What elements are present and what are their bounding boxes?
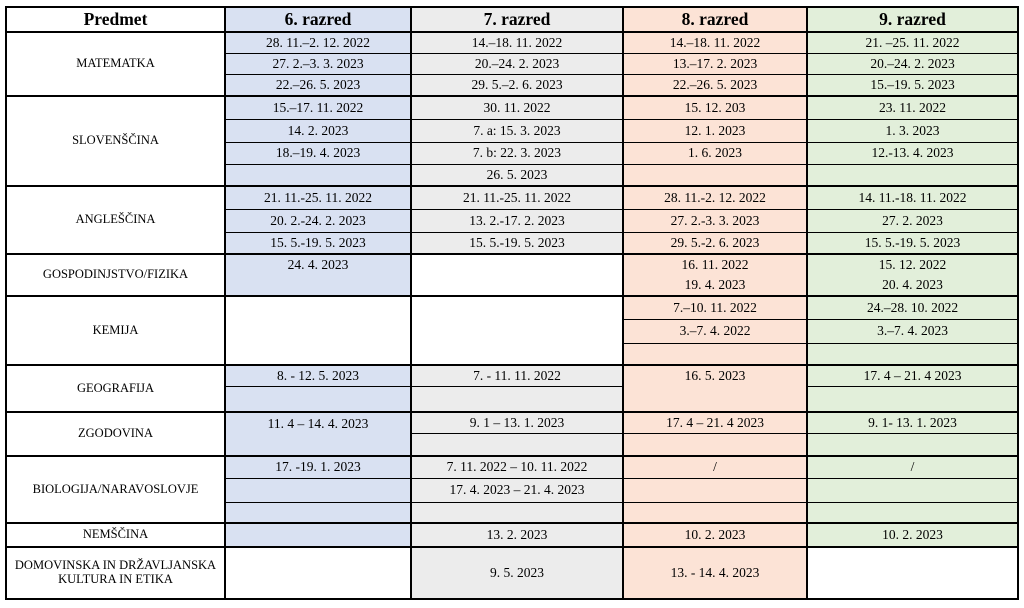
date-cell: 9. 1- 13. 1. 2023 bbox=[807, 412, 1018, 434]
date-cell: 9. 1 – 13. 1. 2023 bbox=[411, 412, 623, 434]
empty-cell bbox=[225, 165, 411, 186]
empty-cell bbox=[807, 547, 1018, 599]
empty-cell bbox=[225, 523, 411, 547]
date-cell: 3.–7. 4. 2022 bbox=[623, 320, 807, 344]
empty-cell bbox=[225, 503, 411, 523]
date-cell: 19. 4. 2023 bbox=[623, 276, 807, 296]
header-grade-8: 8. razred bbox=[623, 7, 807, 32]
empty-cell bbox=[411, 386, 623, 411]
date-cell: 1. 6. 2023 bbox=[623, 143, 807, 165]
date-cell: 13. - 14. 4. 2023 bbox=[623, 547, 807, 599]
date-cell: 29. 5.-2. 6. 2023 bbox=[623, 233, 807, 254]
empty-cell bbox=[225, 478, 411, 502]
empty-cell bbox=[623, 165, 807, 186]
header-grade-7: 7. razred bbox=[411, 7, 623, 32]
empty-cell bbox=[411, 503, 623, 523]
date-cell: 15. 5.-19. 5. 2023 bbox=[225, 233, 411, 254]
empty-cell bbox=[411, 434, 623, 456]
date-cell: 8. - 12. 5. 2023 bbox=[225, 365, 411, 386]
date-cell: 17. -19. 1. 2023 bbox=[225, 456, 411, 478]
empty-cell bbox=[807, 386, 1018, 411]
date-cell: 12. 1. 2023 bbox=[623, 119, 807, 142]
date-cell: 27. 2.-3. 3. 2023 bbox=[623, 209, 807, 232]
date-cell: 15. 5.-19. 5. 2023 bbox=[411, 233, 623, 254]
date-cell: 16. 11. 2022 bbox=[623, 254, 807, 276]
empty-cell bbox=[807, 478, 1018, 502]
empty-cell bbox=[225, 386, 411, 411]
date-cell: 14.–18. 11. 2022 bbox=[623, 32, 807, 53]
date-cell: 15. 12. 203 bbox=[623, 96, 807, 119]
subject-kemija: KEMIJA bbox=[6, 296, 225, 365]
empty-cell bbox=[807, 503, 1018, 523]
date-cell: 28. 11.-2. 12. 2022 bbox=[623, 186, 807, 209]
date-cell: 12.-13. 4. 2023 bbox=[807, 143, 1018, 165]
subject-gospodinjstvo-fizika: GOSPODINJSTVO/FIZIKA bbox=[6, 254, 225, 296]
date-cell: / bbox=[807, 456, 1018, 478]
date-cell: 11. 4 – 14. 4. 2023 bbox=[225, 412, 411, 457]
date-cell: 21. 11.-25. 11. 2022 bbox=[225, 186, 411, 209]
date-cell: 24.–28. 10. 2022 bbox=[807, 296, 1018, 319]
empty-cell bbox=[623, 478, 807, 502]
date-cell: 9. 5. 2023 bbox=[411, 547, 623, 599]
date-cell: 7. - 11. 11. 2022 bbox=[411, 365, 623, 386]
header-grade-6: 6. razred bbox=[225, 7, 411, 32]
empty-cell bbox=[623, 434, 807, 456]
date-cell: 17. 4 – 21. 4 2023 bbox=[623, 412, 807, 434]
date-cell: 15. 5.-19. 5. 2023 bbox=[807, 233, 1018, 254]
date-cell: 23. 11. 2022 bbox=[807, 96, 1018, 119]
date-cell: 17. 4 – 21. 4 2023 bbox=[807, 365, 1018, 386]
header-grade-9: 9. razred bbox=[807, 7, 1018, 32]
date-cell: 13.–17. 2. 2023 bbox=[623, 54, 807, 75]
date-cell: 24. 4. 2023 bbox=[225, 254, 411, 296]
empty-cell bbox=[225, 547, 411, 599]
empty-cell bbox=[411, 254, 623, 296]
date-cell: 7.–10. 11. 2022 bbox=[623, 296, 807, 319]
empty-cell bbox=[807, 434, 1018, 456]
date-cell: 7. 11. 2022 – 10. 11. 2022 bbox=[411, 456, 623, 478]
header-subject: Predmet bbox=[6, 7, 225, 32]
subject-zgodovina: ZGODOVINA bbox=[6, 412, 225, 457]
subject-slovenscina: SLOVENŠČINA bbox=[6, 96, 225, 186]
date-cell: 21. 11.-25. 11. 2022 bbox=[411, 186, 623, 209]
date-cell: 27. 2. 2023 bbox=[807, 209, 1018, 232]
subject-nemscina: NEMŠČINA bbox=[6, 523, 225, 547]
date-cell: / bbox=[623, 456, 807, 478]
date-cell: 1. 3. 2023 bbox=[807, 119, 1018, 142]
date-cell: 10. 2. 2023 bbox=[807, 523, 1018, 547]
subject-biologija-naravoslovje: BIOLOGIJA/NARAVOSLOVJE bbox=[6, 456, 225, 523]
date-cell: 28. 11.–2. 12. 2022 bbox=[225, 32, 411, 53]
empty-cell bbox=[807, 165, 1018, 186]
date-cell: 3.–7. 4. 2023 bbox=[807, 320, 1018, 344]
date-cell: 22.–26. 5. 2023 bbox=[225, 75, 411, 96]
empty-cell bbox=[411, 296, 623, 365]
empty-cell bbox=[225, 296, 411, 365]
subject-matematika: MATEMATKA bbox=[6, 32, 225, 96]
empty-cell bbox=[623, 503, 807, 523]
date-cell: 15. 12. 2022 bbox=[807, 254, 1018, 276]
date-cell: 14. 11.-18. 11. 2022 bbox=[807, 186, 1018, 209]
date-cell: 14. 2. 2023 bbox=[225, 119, 411, 142]
date-cell: 20.–24. 2. 2023 bbox=[807, 54, 1018, 75]
subject-geografija: GEOGRAFIJA bbox=[6, 365, 225, 412]
date-cell: 15.–17. 11. 2022 bbox=[225, 96, 411, 119]
date-cell: 7. a: 15. 3. 2023 bbox=[411, 119, 623, 142]
date-cell: 10. 2. 2023 bbox=[623, 523, 807, 547]
date-cell: 29. 5.–2. 6. 2023 bbox=[411, 75, 623, 96]
date-cell: 18.–19. 4. 2023 bbox=[225, 143, 411, 165]
date-cell: 22.–26. 5. 2023 bbox=[623, 75, 807, 96]
date-cell: 7. b: 22. 3. 2023 bbox=[411, 143, 623, 165]
empty-cell bbox=[807, 344, 1018, 365]
date-cell: 20.–24. 2. 2023 bbox=[411, 54, 623, 75]
date-cell: 26. 5. 2023 bbox=[411, 165, 623, 186]
date-cell: 20. 4. 2023 bbox=[807, 276, 1018, 296]
date-cell: 14.–18. 11. 2022 bbox=[411, 32, 623, 53]
exam-schedule-table bbox=[5, 6, 1019, 600]
date-cell: 21. –25. 11. 2022 bbox=[807, 32, 1018, 53]
subject-anglescina: ANGLEŠČINA bbox=[6, 186, 225, 254]
date-cell: 27. 2.–3. 3. 2023 bbox=[225, 54, 411, 75]
date-cell: 30. 11. 2022 bbox=[411, 96, 623, 119]
date-cell: 20. 2.-24. 2. 2023 bbox=[225, 209, 411, 232]
date-cell: 13. 2.-17. 2. 2023 bbox=[411, 209, 623, 232]
date-cell: 16. 5. 2023 bbox=[623, 365, 807, 412]
date-cell: 17. 4. 2023 – 21. 4. 2023 bbox=[411, 478, 623, 502]
date-cell: 13. 2. 2023 bbox=[411, 523, 623, 547]
empty-cell bbox=[623, 344, 807, 365]
subject-domovinska-kultura-etika: DOMOVINSKA IN DRŽAVLJANSKA KULTURA IN ETIKA bbox=[6, 547, 225, 599]
date-cell: 15.–19. 5. 2023 bbox=[807, 75, 1018, 96]
